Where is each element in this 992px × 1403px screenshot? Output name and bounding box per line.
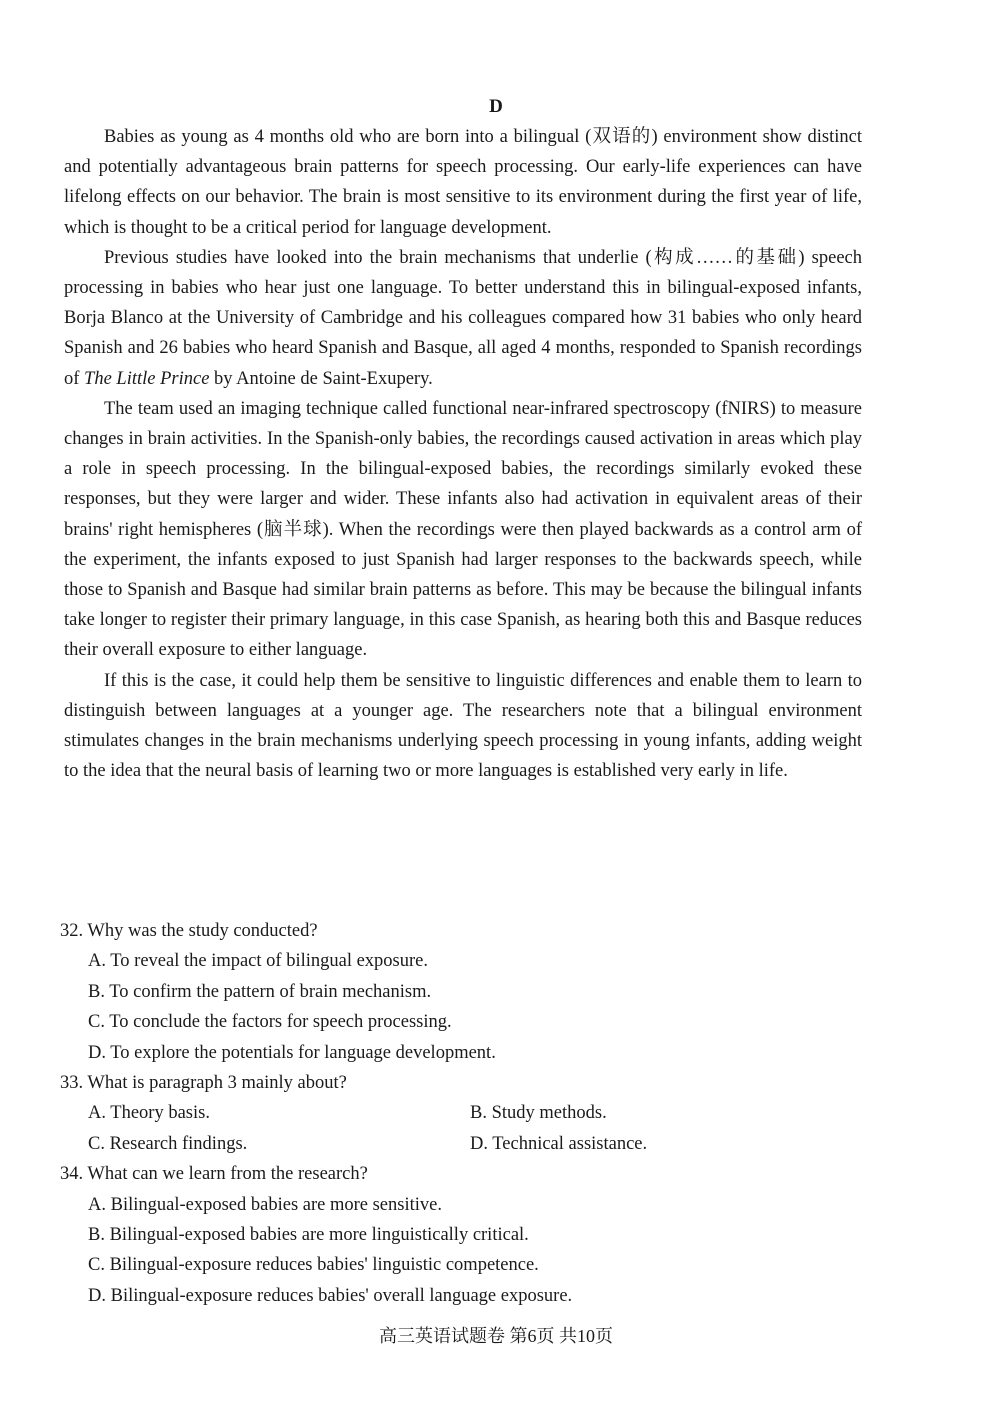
paragraph-1: Babies as young as 4 months old who are born into a bilingual (双语的) environment show distinct and potentially advantageous brain patterns for speech processing. Our early-life experiences can have lifelong effects on our behavior. The brain is most sensitive to its environment during the first year of life, which is thought to be a critical period for language development. bbox=[64, 127, 862, 238]
option-d: D. Bilingual-exposure reduces babies' overall language exposure. bbox=[88, 1285, 573, 1306]
paragraph-3: The team used an imaging technique called functional near-infrared spectroscopy (fNIRS) to measure changes in brain activities. In the Spanish-only babies, the recordings caused activation in areas which play a role in speech processing. In the bilingual-exposed babies, the recordings similarly evoked these responses, but they were larger and wider. These infants also had activation in equivalent areas of their brains' right hemispheres (脑半球). When the recordings were then played backwards as a control arm of the experiment, the infants exposed to just Spanish had larger responses to the backwards speech, while those to Spanish and Basque had similar brain patterns as before. This may be because the bilingual infants take longer to register their primary language, in this case Spanish, as hearing both this and Basque reduces their overall exposure to either language. bbox=[64, 398, 862, 661]
paragraph-2-text-start: Previous studies have looked into the brain mechanisms that underlie (构成……的基础) speech processing in babies who hear just one language. To better understand this in bilingual-exposed infants, Borja Blanco at the University of Cambridge and his colleagues compared how 31 babies who only heard Spanish and 26 babies who heard Spanish and Basque, all aged 4 months, responded to Spanish recordings of bbox=[64, 247, 862, 389]
option-d: D. To explore the potentials for language development. bbox=[88, 1042, 496, 1063]
option-c: C. Research findings. bbox=[88, 1133, 248, 1154]
option-c: C. Bilingual-exposure reduces babies' linguistic competence. bbox=[88, 1255, 539, 1276]
paragraph-2-text-end: by Antoine de Saint-Exupery. bbox=[209, 368, 433, 389]
option-a: A. Theory basis. bbox=[88, 1103, 210, 1124]
reading-passage bbox=[64, 122, 862, 786]
paragraph-4: If this is the case, it could help them be sensitive to linguistic differences and enable them to learn to distinguish between languages at a younger age. The researchers note that a bilingual environment stimulates changes in the brain mechanisms underlying speech processing in young infants, adding weight to the idea that the neural basis of learning two or more languages is established very early in life. bbox=[64, 670, 862, 782]
option-d: D. Technical assistance. bbox=[470, 1133, 648, 1154]
question-list bbox=[60, 916, 870, 1311]
option-b: B. To confirm the pattern of brain mechanism. bbox=[88, 981, 432, 1002]
option-a: A. Bilingual-exposed babies are more sensitive. bbox=[88, 1194, 442, 1215]
option-b: B. Bilingual-exposed babies are more linguistically critical. bbox=[88, 1225, 529, 1246]
paragraph-2 bbox=[64, 243, 862, 394]
option-list bbox=[60, 946, 870, 1068]
question-stem: 32. Why was the study conducted? bbox=[60, 921, 318, 941]
page-footer: 高三英语试题卷 第6页 共10页 bbox=[379, 1326, 613, 1346]
section-title: D bbox=[489, 96, 503, 117]
option-list bbox=[60, 1190, 870, 1312]
question-34 bbox=[60, 1159, 870, 1311]
question-stem: 34. What can we learn from the research? bbox=[60, 1164, 368, 1185]
option-b: B. Study methods. bbox=[470, 1103, 607, 1124]
question-33 bbox=[60, 1068, 870, 1159]
option-list bbox=[60, 1098, 870, 1159]
option-c: C. To conclude the factors for speech processing. bbox=[88, 1012, 452, 1033]
question-stem: 33. What is paragraph 3 mainly about? bbox=[60, 1073, 347, 1094]
option-a: A. To reveal the impact of bilingual exposure. bbox=[88, 951, 429, 972]
question-32 bbox=[60, 916, 870, 1068]
book-title: The Little Prince bbox=[84, 368, 210, 389]
